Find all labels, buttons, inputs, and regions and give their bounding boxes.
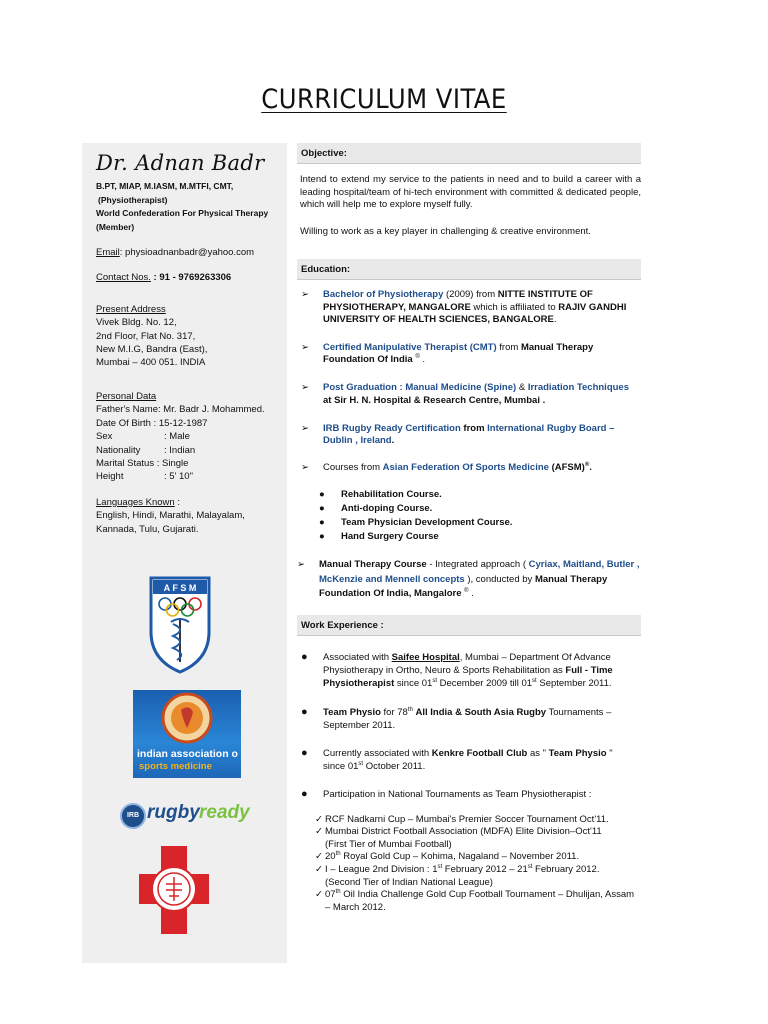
work-item: ● Currently associated with Kenkre Football Club as " Team Physio " since 01st October 2011. <box>301 747 613 773</box>
address-label: Present Address <box>96 303 166 315</box>
tournament-item: ✓ Mumbai District Football Association (MDFA) Elite Division–Oct'11 (First Tier of Mumbai Football) <box>315 826 602 850</box>
objective-text: Intend to extend my service to the patients in need and to build a career with a leading hospital/team of hi-tech environment with committed & dedicated people, which will help me to explore myself fully. <box>300 174 641 211</box>
dot-bullet-icon: ● <box>301 705 308 718</box>
rugby-text: rugby <box>147 802 200 823</box>
address-line: New M.I.G, Bandra (East), <box>96 344 208 356</box>
dot-bullet-icon: ● <box>319 531 325 543</box>
course-list-item: ● Anti-doping Course. <box>319 503 433 515</box>
dot-bullet-icon: ● <box>301 788 308 801</box>
address-line: Mumbai – 400 051. INDIA <box>96 357 206 369</box>
tournament-item: ✓ I – League 2nd Division : 1st February 2012 – 21st February 2012. (Second Tier of Indian National League) <box>315 863 600 888</box>
qualifications: B.PT, MIAP, M.IASM, M.MTFI, CMT, <box>96 181 234 192</box>
work-experience-heading: Work Experience : <box>297 615 641 636</box>
email-label: Email <box>96 247 120 259</box>
dot-bullet-icon: ● <box>301 651 308 664</box>
red-cross-emblem <box>139 846 209 934</box>
sidebar-profile <box>82 143 287 963</box>
check-icon: ✓ <box>315 826 323 838</box>
arrow-bullet-icon: ➢ <box>301 462 309 474</box>
check-icon: ✓ <box>315 851 323 863</box>
tournament-item: ✓ 20th Royal Gold Cup – Kohima, Nagaland – November 2011. <box>315 851 580 863</box>
afsm-text: A F S M <box>163 583 197 593</box>
email-line <box>96 246 287 259</box>
arrow-bullet-icon: ➢ <box>301 422 309 434</box>
page-title: CURRICULUM VITAE <box>261 84 507 115</box>
father-name: Father's Name: Mr. Badr J. Mohammed. <box>96 404 265 416</box>
work-item: ● Participation in National Tournaments as Team Physiotherapist : <box>301 788 592 801</box>
dot-bullet-icon: ● <box>319 503 325 515</box>
education-item: ➢ Manual Therapy Course - Integrated approach ( Cyriax, Maitland, Butler , McKenzie and Mennell concepts ), conducted by Manual Therapy Foundation Of India, Mangalore ® . <box>297 559 640 599</box>
course-list-item: ● Rehabilitation Course. <box>319 489 442 501</box>
personal-data-label: Personal Data <box>96 390 157 402</box>
objective-text-2: Willing to work as a key player in challenging & creative environment. <box>300 225 591 237</box>
wcpt-line: World Confederation For Physical Therapy <box>96 208 269 219</box>
languages-heading: Languages Known : <box>96 496 180 508</box>
role: (Physiotherapist) <box>98 194 168 205</box>
arrow-bullet-icon: ➢ <box>301 341 309 353</box>
irb-badge-icon: IRB <box>120 803 146 829</box>
contact-value: : 91 - 9769263306 <box>150 272 232 284</box>
check-icon: ✓ <box>315 889 323 901</box>
afsm-logo <box>149 576 211 674</box>
check-icon: ✓ <box>315 864 323 876</box>
iasm-subtext: sports medicine <box>139 761 212 772</box>
arrow-bullet-icon: ➢ <box>301 382 309 394</box>
dot-bullet-icon: ● <box>301 747 308 760</box>
marital-status: Marital Status : Single <box>96 457 189 469</box>
candidate-name: Dr. Adnan Badr <box>96 151 265 175</box>
education-item: ➢ Post Graduation : Manual Medicine (Spine) & Irradiation Techniques at Sir H. N. Hospital & Research Centre, Mumbai . <box>301 382 629 406</box>
main-content <box>297 143 641 914</box>
education-item: ➢ IRB Rugby Ready Certification from International Rugby Board – Dublin , Ireland. <box>301 422 615 446</box>
contact-line <box>96 271 287 284</box>
arrow-bullet-icon: ➢ <box>297 559 305 571</box>
wcpt-member: (Member) <box>96 221 135 232</box>
languages-line: English, Hindi, Marathi, Malayalam, <box>96 510 245 522</box>
work-item: ● Team Physio for 78th All India & South Asia Rugby Tournaments – September 2011. <box>301 705 612 731</box>
education-heading: Education: <box>297 259 641 280</box>
email-value[interactable]: : physioadnanbadr@yahoo.com <box>119 247 255 259</box>
work-item: ● Associated with Saifee Hospital, Mumbai – Department Of Advance Physiotherapy in Ortho, Neuro & Sports Rehabilitation as Full - Time Physiotherapist since 01st December 2009 till 01st September 2011. <box>301 651 613 690</box>
nationality-row: Nationality : Indian <box>96 444 196 456</box>
course-list-item: ● Team Physician Development Course. <box>319 517 513 529</box>
address-line: Vivek Bldg. No. 12, <box>96 317 177 329</box>
ready-text: ready <box>199 802 250 823</box>
languages-line: Kannada, Tulu, Gujarati. <box>96 523 199 535</box>
date-of-birth: Date Of Birth : 15-12-1987 <box>96 417 208 429</box>
dot-bullet-icon: ● <box>319 517 325 529</box>
education-item: ➢ Courses from Asian Federation Of Sports Medicine (AFSM)®. <box>301 462 592 474</box>
education-item: ➢ Bachelor of Physiotherapy (2009) from NITTE INSTITUTE OF PHYSIOTHERAPY, MANGALORE which is affiliated to RAJIV GANDHI UNIVERSITY OF HEALTH SCIENCES, BANGALORE. <box>301 289 627 325</box>
tournament-item: ✓ RCF Nadkarni Cup – Mumbai's Premier Soccer Tournament Oct'11. <box>315 813 609 825</box>
tournament-item: ✓ 07th Oil India Challenge Gold Cup Football Tournament – Dhulijan, Assam – March 2012. <box>315 889 635 913</box>
dot-bullet-icon: ● <box>319 489 325 501</box>
iasm-emblem-icon <box>133 690 241 750</box>
objective-heading: Objective: <box>297 143 641 164</box>
address-line: 2nd Floor, Flat No. 317, <box>96 330 196 342</box>
height-row: Height : 5' 10" <box>96 471 193 483</box>
education-item: ➢ Certified Manipulative Therapist (CMT) from Manual Therapy Foundation Of India ® . <box>301 341 594 366</box>
course-list-item: ● Hand Surgery Course <box>319 531 439 543</box>
iasm-text: indian association o <box>137 748 238 760</box>
iasm-logo <box>133 690 241 778</box>
check-icon: ✓ <box>315 813 323 825</box>
arrow-bullet-icon: ➢ <box>301 289 309 301</box>
sex-row: Sex : Male <box>96 431 190 443</box>
contact-label: Contact Nos. <box>96 272 151 284</box>
rugby-ready-logo <box>120 800 250 830</box>
